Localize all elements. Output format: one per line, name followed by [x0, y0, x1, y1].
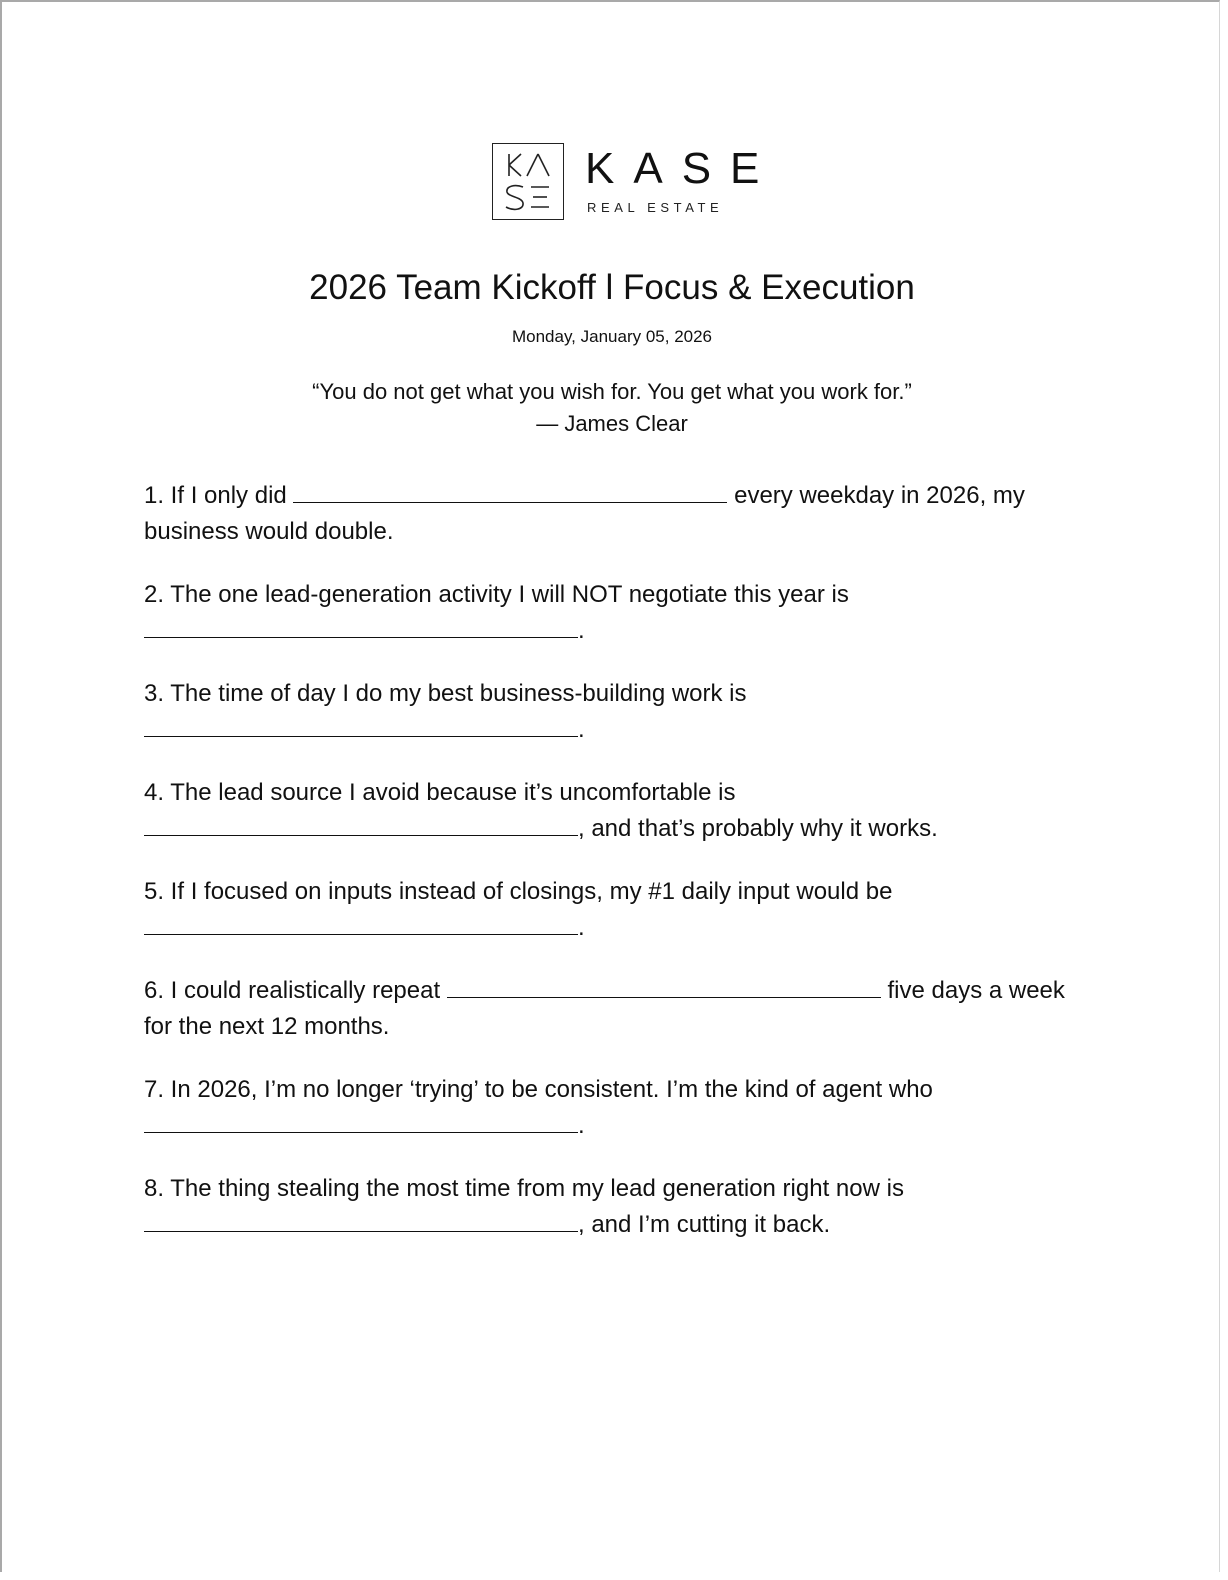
- company-logo: [492, 143, 779, 223]
- question-item: [144, 676, 1084, 748]
- quote-author: — James Clear: [536, 411, 688, 436]
- question-text-before: 7. In 2026, I’m no longer ‘trying’ to be consistent. I’m the kind of agent who: [144, 1076, 933, 1103]
- question-text-after: .: [578, 617, 585, 644]
- question-text-before: 1. If I only did: [144, 482, 294, 509]
- answer-blank[interactable]: [144, 910, 578, 935]
- answer-blank[interactable]: [144, 1207, 578, 1232]
- logo-subtitle: REAL ESTATE: [587, 200, 724, 215]
- answer-blank[interactable]: [447, 973, 881, 998]
- question-text-before: 6. I could realistically repeat: [144, 977, 447, 1004]
- logo-wordmark: KASE: [585, 144, 779, 193]
- question-item: [144, 1072, 1084, 1144]
- question-text-before: 8. The thing stealing the most time from my lead generation right now is: [144, 1175, 904, 1202]
- quote-text: “You do not get what you wish for. You get what you work for.”: [312, 379, 912, 404]
- question-text-before: 3. The time of day I do my best business-building work is: [144, 680, 747, 707]
- question-item: [144, 874, 1084, 946]
- question-text-after: every weekday in 2026, my business would double.: [144, 482, 1025, 545]
- answer-blank[interactable]: [293, 478, 727, 503]
- question-text-after: .: [578, 716, 585, 743]
- page-title: 2026 Team Kickoff l Focus & Execution: [309, 268, 915, 307]
- logo-monogram: [492, 143, 564, 220]
- question-item: [144, 478, 1084, 550]
- question-item: [144, 973, 1084, 1045]
- answer-blank[interactable]: [144, 811, 578, 836]
- question-item: [144, 1171, 1084, 1243]
- question-text-after: , and I’m cutting it back.: [578, 1211, 831, 1238]
- question-text-before: 2. The one lead-generation activity I will NOT negotiate this year is: [144, 581, 849, 608]
- question-text-after: five days a week for the next 12 months.: [144, 977, 1065, 1040]
- question-text-after: .: [578, 914, 585, 941]
- question-item: [144, 577, 1084, 649]
- event-date: Monday, January 05, 2026: [511, 327, 713, 346]
- answer-blank[interactable]: [144, 613, 578, 638]
- question-list: [144, 478, 1084, 1270]
- question-text-before: 4. The lead source I avoid because it’s uncomfortable is: [144, 779, 736, 806]
- question-text-after: .: [578, 1112, 585, 1139]
- question-text-after: , and that’s probably why it works.: [578, 815, 938, 842]
- answer-blank[interactable]: [144, 712, 578, 737]
- question-item: [144, 775, 1084, 847]
- answer-blank[interactable]: [144, 1108, 578, 1133]
- quote-block: [2, 376, 1222, 440]
- question-text-before: 5. If I focused on inputs instead of closings, my #1 daily input would be: [144, 878, 893, 905]
